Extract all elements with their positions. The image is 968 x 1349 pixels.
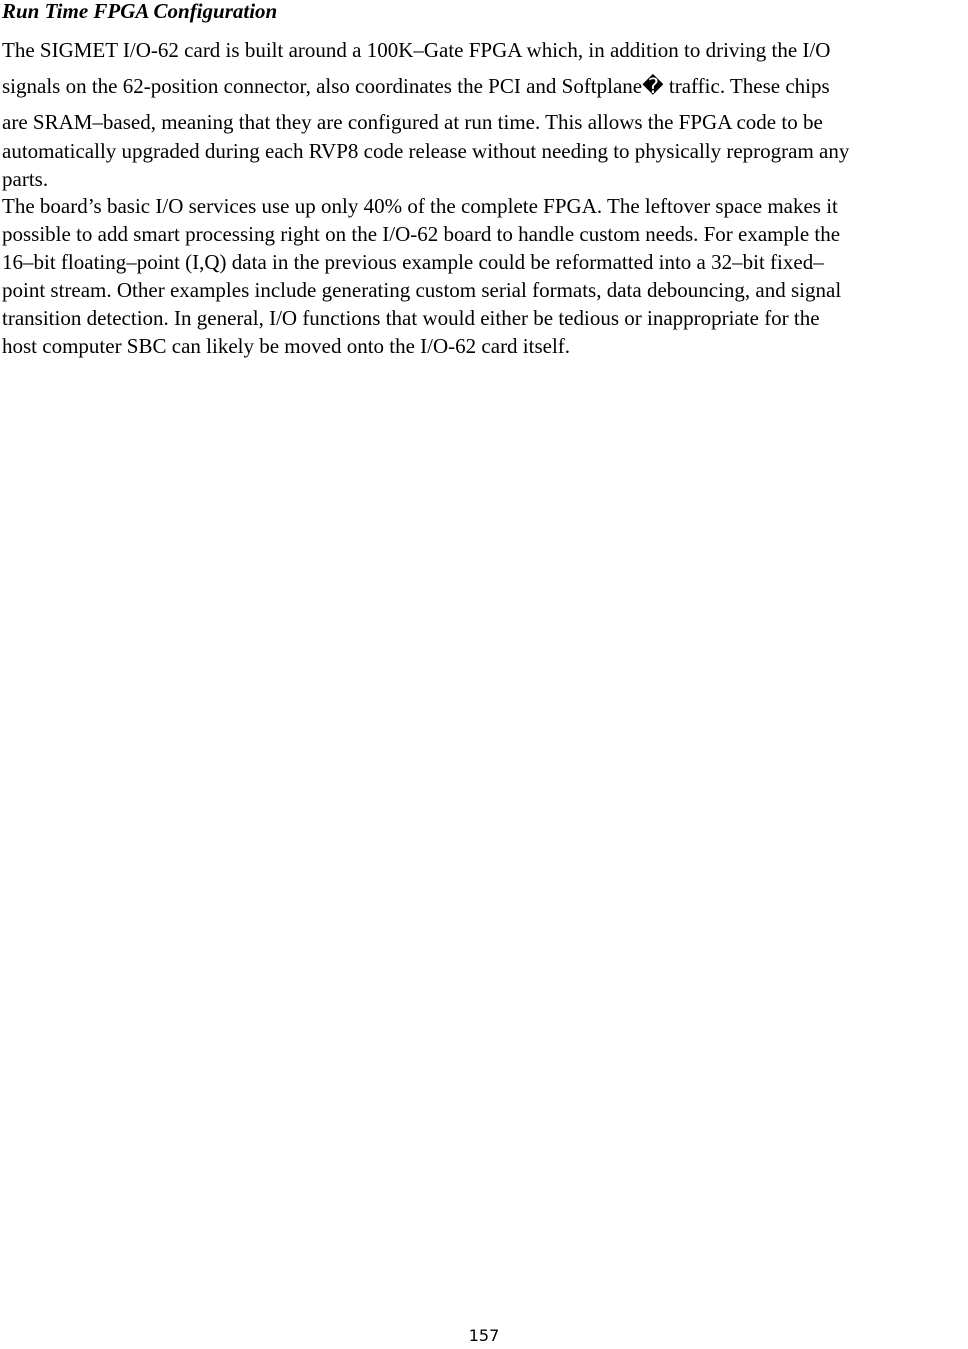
paragraph-line: possible to add smart processing right on the I/O-62 board to handle custom needs. For example the [2, 222, 841, 246]
paragraph-line: The SIGMET I/O-62 card is built around a 100K–Gate FPGA which, in addition to driving the I/O [2, 38, 831, 62]
paragraph-line: The board’s basic I/O services use up only 40% of the complete FPGA. The leftover space makes it [2, 194, 838, 218]
paragraph-line: automatically upgraded during each RVP8 code release without needing to physically reprogram any [2, 139, 850, 163]
paragraph-line: 16–bit floating–point (I,Q) data in the previous example could be reformatted into a 32–bit fixed– [2, 250, 824, 274]
paragraph-line: are SRAM–based, meaning that they are configured at run time. This allows the FPGA code to be [2, 110, 823, 134]
paragraph-line: transition detection. In general, I/O functions that would either be tedious or inappropriate for the [2, 306, 820, 330]
page-number: 157 [468, 1326, 500, 1345]
paragraph-line: parts. [2, 167, 49, 191]
paragraph-line: signals on the 62-position connector, also coordinates the PCI and Softplane� traffic. These chips [2, 74, 830, 98]
paragraph-line: point stream. Other examples include generating custom serial formats, data debouncing, and signal [2, 278, 842, 302]
paragraph-line: host computer SBC can likely be moved onto the I/O-62 card itself. [2, 334, 571, 358]
section-heading: Run Time FPGA Configuration [2, 0, 278, 23]
